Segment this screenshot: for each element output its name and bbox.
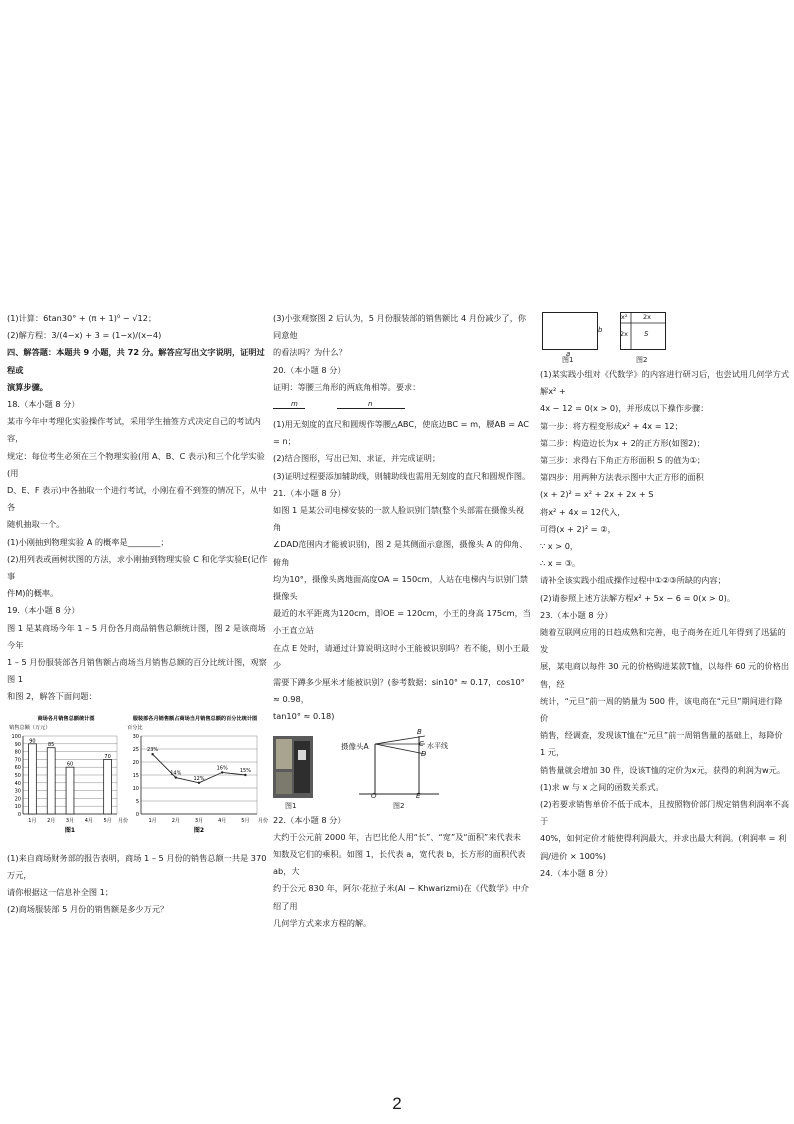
- x-tick-label: 5月: [241, 817, 250, 824]
- q19-text: 1 – 5 月份服装部各月销售额占商场当月销售总额的百分比统计图，观察图 1: [7, 657, 267, 685]
- page-number: 2: [392, 1094, 402, 1113]
- q20-part2: (2)结合图形，写出已知、求证，并完成证明；: [273, 453, 441, 464]
- column-3: [540, 310, 790, 882]
- data-label: 16%: [216, 765, 228, 772]
- section-heading: 四、解答题：本题共 9 小题，共 72 分。解答应写出文字说明，证明过程或: [7, 347, 265, 375]
- q21-figures: [273, 727, 531, 810]
- x-tick-label: 1月: [148, 817, 157, 824]
- data-label: 85: [48, 741, 55, 748]
- elevator-photo: [273, 736, 313, 798]
- q23-part2: (2)若要求销售单价不低于成本，且按照物价部门规定销售利润率不高于: [540, 799, 790, 827]
- x-axis-label: 月份: [118, 817, 129, 824]
- percent-line-chart: [125, 712, 269, 846]
- q23-heading: 23.（本小题 8 分）: [540, 609, 613, 620]
- q21-text: 如图 1 是某公司电梯安装的一款人脸识别门禁(整个头部需在摄像头视角: [273, 505, 525, 533]
- chart-caption: 图1: [64, 826, 76, 834]
- q21-text: 均为10°，摄像头离地面高度OA = 150cm，人站在电梯内与识别门禁摄像头: [273, 573, 528, 602]
- calc-problem: (1)计算：6tan30° + (π + 1)⁰ − √12；: [7, 313, 157, 323]
- data-label: 90: [29, 737, 36, 744]
- chart-caption: 图2: [193, 826, 205, 834]
- point-c-label: C: [419, 739, 424, 748]
- q22-step2: 第二步：构造边长为x + 2的正方形(如图2)；: [540, 437, 705, 448]
- data-label: 15%: [239, 767, 251, 774]
- chart-title: 商场各月销售总额统计图: [37, 715, 95, 722]
- x-tick-label: 4月: [84, 817, 93, 824]
- data-label: 12%: [193, 775, 205, 782]
- y-axis-label: 销售总额（万元）: [9, 724, 51, 731]
- data-label: 70: [104, 753, 111, 760]
- segment-n: [337, 398, 405, 409]
- camera-label: 摄像头A: [341, 741, 369, 751]
- bar: [66, 767, 74, 814]
- q22-step4-final: ∴ x = ③。: [540, 558, 581, 569]
- q18-text: 随机抽取一个。: [7, 519, 65, 530]
- side-b-label: b: [598, 326, 603, 334]
- column-2: [273, 310, 531, 932]
- bar: [28, 743, 36, 813]
- y-tick-label: 0: [17, 811, 21, 818]
- data-point: [244, 773, 246, 775]
- rectangle-figure: [542, 312, 598, 350]
- q18-text: D、E、F 表示)中各抽取一个进行考试，小刚在看不到签的情况下，从中各: [7, 485, 267, 513]
- q22-text: 大约于公元前 2000 年，古巴比伦人用“长”、“宽”及“面积”来代表未: [273, 831, 521, 842]
- y-tick-label: 100: [11, 733, 21, 740]
- segment-n-label: n: [368, 400, 373, 409]
- q23-text: 销售，经调查，发现该T恤在“元旦”前一周销售量的基础上，每降价 1 元，: [540, 730, 783, 758]
- data-point: [221, 771, 223, 773]
- q21-fig2-caption: 图2: [393, 801, 405, 810]
- q20-part1: (1)用无刻度的直尺和圆规作等腰△ABC，使底边BC = m，腰AB = AC = n；: [273, 419, 529, 447]
- y-tick-label: 30: [14, 788, 21, 795]
- data-label: 14%: [170, 770, 182, 777]
- q22-step4-cond: ∵ x > 0，: [540, 541, 579, 552]
- q20-heading: 20.（本小题 8 分）: [273, 364, 346, 375]
- q23-text: 随着互联网应用的日趋成熟和完善，电子商务在近几年得到了迅猛的发: [540, 627, 786, 655]
- q22-text: 几何学方式来求方程的解。: [273, 917, 372, 928]
- data-label: 23%: [147, 746, 159, 753]
- y-tick-label: 25: [132, 746, 139, 753]
- q23-part2-cont: 40%，如何定价才能使得利润最大，并求出最大利润。(利润率 = 利润/进价 × 100%): [540, 833, 787, 861]
- q19-heading: 19.（本小题 8 分）: [7, 605, 80, 616]
- q22-part2: (2)请参照上述方法解方程x² + 5x − 6 = 0(x > 0)。: [540, 592, 735, 603]
- q18-part2-cont: 件M)的概率。: [7, 588, 59, 599]
- y-tick-label: 70: [14, 757, 21, 764]
- q22-part1-ask: 请补全该实践小组成操作过程中①②③所缺的内容；: [540, 575, 726, 586]
- q22-step4-result: 可得(x + 2)² = ②，: [540, 523, 616, 534]
- chart-title: 服装部各月销售额占商场当月销售总额的百分比统计图: [132, 715, 258, 722]
- q22-step1: 第一步：将方程变形成x² + 4x = 12；: [540, 420, 683, 431]
- bar: [47, 747, 55, 813]
- q22-step4: 第四步：用两种方法表示图中大正方形的面积: [540, 472, 704, 483]
- q22-fig2-caption: 图2: [636, 356, 648, 364]
- x-tick-label: 2月: [171, 817, 180, 824]
- q18-heading: 18.（本小题 8 分）: [7, 399, 80, 410]
- x-tick-label: 3月: [194, 817, 204, 824]
- q18-part1: (1)小刚抽到物理实验 A 的概率是________；: [7, 536, 169, 547]
- q22-text: 知数及它们的乘积。如图 1，长代表 a，宽代表 b，长方形的面积代表ab，大: [273, 849, 526, 877]
- section-heading-cont: 演算步骤。: [7, 381, 48, 392]
- q21-heading: 21.（本小题 8 分）: [273, 487, 346, 498]
- q19-part3: (3)小张观察图 2 后认为，5 月份服装部的销售额比 4 月份减少了，你同意他: [273, 313, 527, 341]
- q22-heading: 22.（本小题 8 分）: [273, 814, 346, 825]
- q19-text: 和图 2，解答下面问题：: [7, 691, 97, 702]
- left-2x-label: 2x: [620, 330, 628, 338]
- y-tick-label: 15: [132, 772, 139, 779]
- sales-bar-chart: [7, 712, 129, 846]
- y-tick-label: 40: [14, 780, 21, 787]
- segment-figures: [273, 396, 531, 416]
- y-tick-label: 60: [14, 764, 21, 771]
- q24-heading: 24.（本小题 8 分）: [540, 867, 613, 878]
- q19-charts: [7, 712, 269, 846]
- q22-step3: 第三步：求得右下角正方形面积 S 的值为①；: [540, 455, 706, 466]
- y-tick-label: 30: [132, 733, 139, 740]
- q19-part3-cont: 的看法吗？为什么？: [273, 347, 347, 358]
- x-tick-label: 2月: [47, 817, 56, 824]
- equation-problem: (2)解方程：3/(4−x) + 3 = (1−x)/(x−4): [7, 330, 162, 341]
- x-tick-label: 3月: [65, 817, 75, 824]
- bar: [104, 759, 112, 814]
- y-tick-label: 5: [135, 798, 139, 805]
- q21-text: ∠DAD范围内才能被识别)，图 2 是其侧面示意图，摄像头 A 的仰角、俯角: [273, 539, 528, 567]
- q22-step4-eq: (x + 2)² = x² + 2x + 2x + S: [540, 489, 654, 500]
- segment-m: [273, 398, 305, 409]
- q22-figures: [540, 312, 790, 362]
- q22-part1: (1)某实践小组对《代数学》的内容进行研习后，也尝试用几何学方式解x² +: [540, 369, 790, 397]
- horizontal-line-label: 水平线: [427, 741, 448, 750]
- q19-part1-cont: 请你根据这一信息补全图 1；: [7, 887, 114, 898]
- q18-text: 某市今年中考理化实验操作考试，采用学生抽签方式决定自己的考试内容，: [7, 416, 261, 444]
- q22-fig1-caption: 图1: [562, 356, 574, 364]
- y-tick-label: 10: [14, 803, 21, 810]
- point-e-label: E: [416, 791, 421, 800]
- q23-text: 统计，“元旦”前一周的销量为 500 件，该电商在“元旦”期间进行降价: [540, 695, 783, 724]
- q21-fig1-caption: 图1: [285, 801, 297, 810]
- y-tick-label: 80: [14, 749, 21, 756]
- column-1: [7, 310, 269, 918]
- side-a-label: a: [566, 350, 571, 358]
- q21-text: tan10° ≈ 0.18): [273, 711, 335, 722]
- s-label: S: [644, 330, 649, 338]
- y-tick-label: 0: [135, 811, 139, 818]
- q22-part1-cont: 4x − 12 = 0(x > 0)，并形成以下操作步骤：: [540, 403, 709, 414]
- x-axis-label: 月份: [258, 817, 269, 824]
- q23-part1: (1)求 w 与 x 之间的函数关系式。: [540, 781, 664, 792]
- x-tick-label: 1月: [28, 817, 37, 824]
- q23-text: 销售量就会增加 30 件，设该T恤的定价为x元，获得的利润为w元。: [540, 764, 786, 775]
- q20-part3: (3)证明过程要添加辅助线，则辅助线也需用无刻度的直尺和圆规作图。: [273, 470, 531, 481]
- segment-m-label: m: [291, 400, 298, 409]
- q18-text: 规定：每位考生必须在三个物理实验(用 A、B、C 表示)和三个化学实验(用: [7, 450, 265, 478]
- y-tick-label: 10: [132, 785, 139, 792]
- data-point: [198, 781, 200, 783]
- x-tick-label: 4月: [218, 817, 227, 824]
- x-squared-label: x²: [621, 313, 628, 321]
- q23-text: 展，某电商以每件 30 元的价格购进某款T恤，以每件 60 元的价格出售，经: [540, 661, 790, 689]
- data-point: [175, 776, 177, 778]
- q18-part2: (2)用列表或画树状图的方法，求小刚抽到物理实验 C 和化学实验E(记作事: [7, 553, 268, 582]
- y-tick-label: 90: [14, 741, 21, 748]
- top-2x-label: 2x: [643, 313, 651, 321]
- q19-part2: (2)商场服装部 5 月份的销售额是多少万元？: [7, 904, 169, 915]
- y-axis-label: 百分比: [127, 724, 143, 731]
- q19-part1: (1)来自商场财务部的报告表明，商场 1 – 5 月份的销售总额一共是 370 万元，: [7, 852, 267, 880]
- y-tick-label: 50: [14, 772, 21, 779]
- q21-text: 需要下蹲多少厘米才能被识别？(参考数据：sin10° ≈ 0.17，cos10° ≈ 0.98，: [273, 677, 525, 705]
- point-b-label: B: [417, 727, 422, 736]
- point-d-label: D: [421, 749, 427, 758]
- q20-text: 证明：等腰三角形的两底角相等。要求：: [273, 381, 421, 392]
- data-point: [151, 753, 153, 755]
- data-label: 60: [66, 761, 74, 768]
- q21-text: 在点 E 处时，请通过计算说明这时小王能被识别吗？若不能，则小王最少: [273, 642, 530, 670]
- x-tick-label: 5月: [103, 817, 112, 824]
- q19-text: 图 1 是某商场今年 1 – 5 月份各月商品销售总额统计图，图 2 是该商场今年: [7, 622, 266, 650]
- q22-step4-sub: 将x² + 4x = 12代入，: [540, 506, 626, 517]
- point-o-label: O: [371, 791, 377, 800]
- y-tick-label: 20: [14, 796, 21, 803]
- q21-text: 最近的水平距离为120cm，即OE = 120cm，小王的身高 175cm，当小王直立站: [273, 608, 531, 636]
- q22-text: 约于公元 830 年，阿尔·花拉子米(Al − Khwarizmi)在《代数学》中介绍了用: [273, 883, 529, 911]
- y-tick-label: 20: [132, 759, 139, 766]
